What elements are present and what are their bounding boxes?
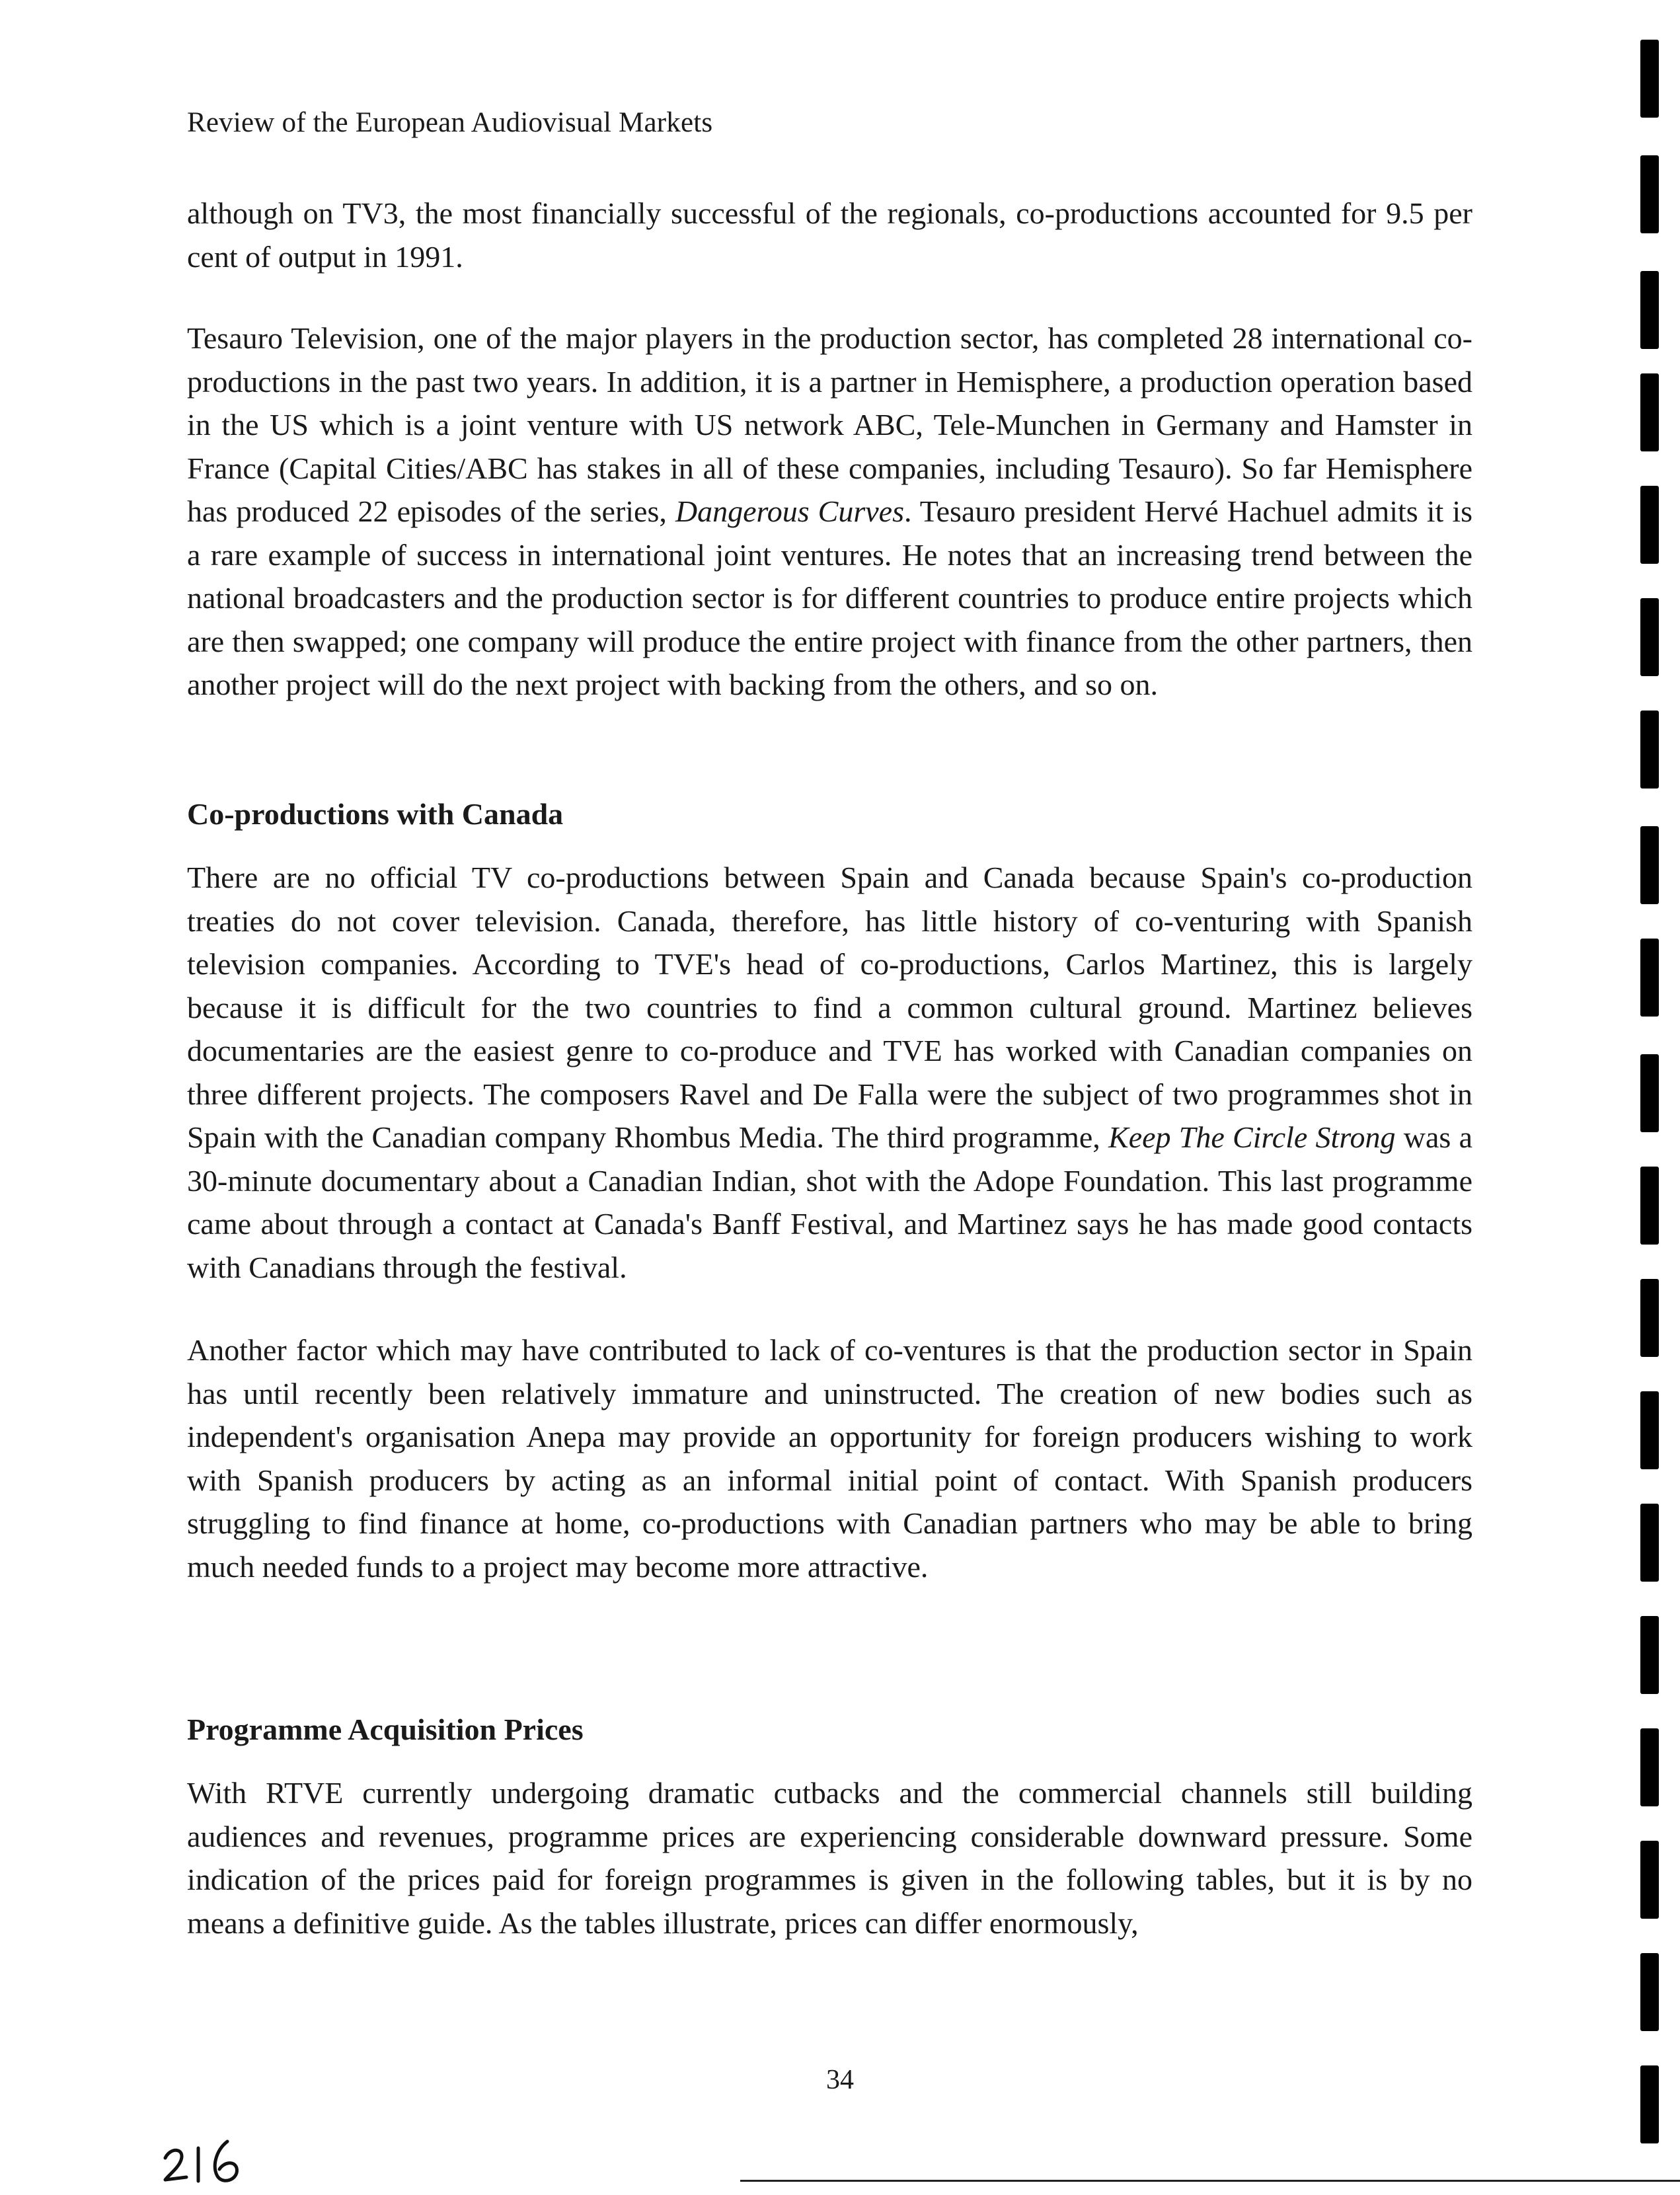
paragraph: With RTVE currently undergoing dramatic cutbacks and the commercial channels still building audiences and revenues, programme prices are experiencing considerable downward pressure. Some indication of the prices paid for foreign programmes is given in the following tables, but it is by no means a definitive guide. As the tables illustrate, prices can differ enormously, <box>187 1776 1472 1940</box>
binding-mark <box>1640 1279 1659 1357</box>
binding-mark <box>1640 711 1659 789</box>
binding-mark <box>1640 1504 1659 1582</box>
paragraph: although on TV3, the most financially successful of the regionals, co-productions accounted for 9.5 per cent of output in 1991. <box>187 196 1472 274</box>
text-run: Tesauro Television, one of the major players in the production sector, has completed 28 international co-productions in the past two years. In addition, it is a partner in Hemisphere, a production operation based in the US which is a joint venture with US network ABC, Tele-Munchen in Germany and Hamster in France (Capital Cities/ABC has stakes in all of these companies, including Tesauro). So far Hemisphere has produced 22 episodes of the series, <box>187 321 1472 528</box>
binding-mark <box>1640 2065 1659 2143</box>
programme-title: Keep The Circle Strong <box>1108 1120 1396 1154</box>
binding-mark <box>1640 1953 1659 2031</box>
section-body-canada <box>187 856 1472 1588</box>
bottom-edge-rule <box>740 2180 1680 2182</box>
handwritten-page-note <box>159 2122 251 2188</box>
binding-mark <box>1640 271 1659 349</box>
binding-mark <box>1640 1167 1659 1245</box>
binding-mark <box>1640 1391 1659 1469</box>
binding-mark <box>1640 155 1659 233</box>
binding-mark <box>1640 939 1659 1017</box>
paragraph <box>187 856 1472 1289</box>
page-number: 34 <box>826 2065 854 2095</box>
binding-strip <box>1640 0 1680 2195</box>
binding-mark <box>1640 1841 1659 1919</box>
binding-mark <box>1640 373 1659 451</box>
running-header: Review of the European Audiovisual Markets <box>187 107 713 138</box>
section-heading-prices: Programme Acquisition Prices <box>187 1713 584 1746</box>
binding-mark <box>1640 40 1659 118</box>
text-run: was a 30-minute documentary about a Canadian Indian, shot with the Adope Foundation. This last programme came about through a contact at Canada's Banff Festival, and Martinez says he has made good contacts with Canadians through the festival. <box>187 1120 1472 1284</box>
binding-mark <box>1640 486 1659 564</box>
section-heading-canada: Co-productions with Canada <box>187 797 564 831</box>
series-title: Dangerous Curves <box>675 494 904 528</box>
paragraph: Another factor which may have contributed to lack of co-ventures is that the production sector in Spain has until recently been relatively immature and uninstructed. The creation of new bodies such as independent's organisation Anepa may provide an opportunity for foreign producers wishing to work with Spanish producers by acting as an informal initial point of contact. With Spanish producers struggling to find finance at home, co-productions with Canadian partners who may be able to bring much needed funds to a project may become more attractive. <box>187 1333 1472 1584</box>
binding-mark <box>1640 1616 1659 1694</box>
section-body-prices <box>187 1771 1472 1945</box>
binding-mark <box>1640 1728 1659 1806</box>
text-run: . Tesauro president Hervé Hachuel admits it is a rare example of success in international joint ventures. He notes that an increasing trend between the national broadcasters and the production sector is for different countries to produce entire projects which are then swapped; one company will produce the entire project with finance from the other partners, then another project will do the next project with backing from the others, and so on. <box>187 494 1473 701</box>
paragraph <box>187 317 1472 707</box>
text-run: There are no official TV co-productions between Spain and Canada because Spain's co-production treaties do not cover television. Canada, therefore, has little history of co-venturing with Spanish television companies. According to TVE's head of co-productions, Carlos Martinez, this is largely because it is difficult for the two countries to find a common cultural ground. Martinez believes documentaries are the easiest genre to co-produce and TVE has worked with Canadian companies on three different projects. The composers Ravel and De Falla were the subject of two programmes shot in Spain with the Canadian company Rhombus Media. The third programme, <box>187 861 1472 1154</box>
binding-mark <box>1640 826 1659 904</box>
binding-mark <box>1640 598 1659 676</box>
body-text <box>187 192 1472 707</box>
binding-mark <box>1640 1054 1659 1132</box>
